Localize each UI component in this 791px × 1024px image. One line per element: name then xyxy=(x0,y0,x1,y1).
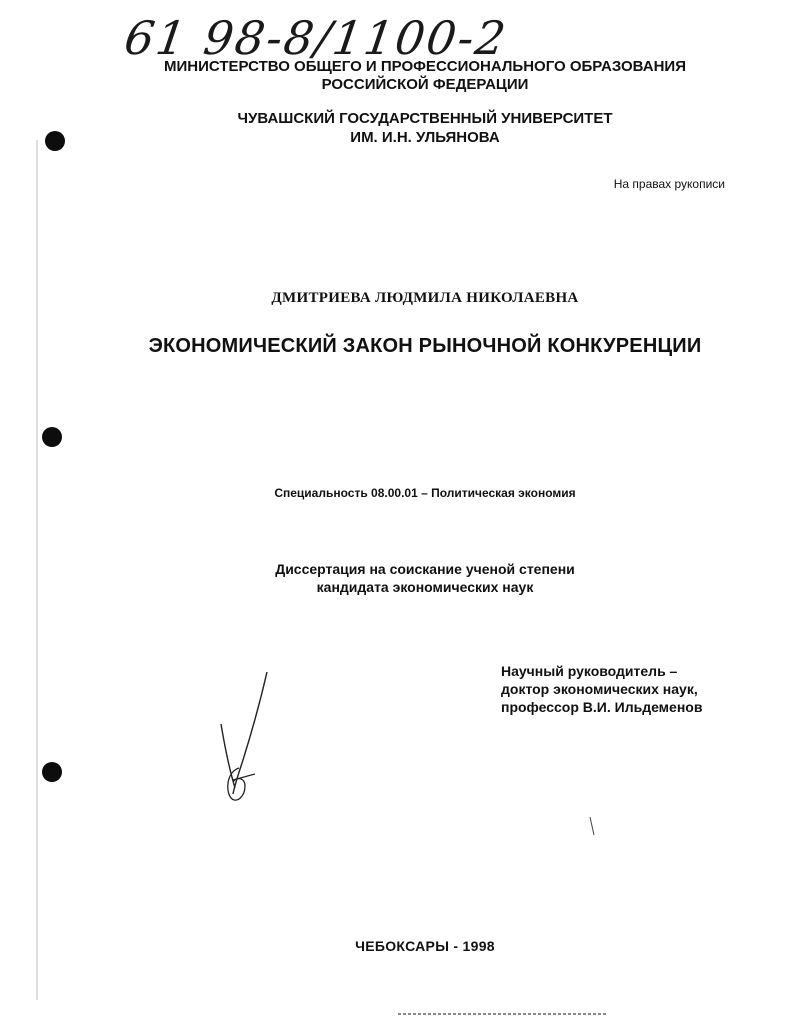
supervisor-line-2: доктор экономических наук, xyxy=(501,681,698,697)
specialty-line: Специальность 08.00.01 – Политическая экономия xyxy=(274,486,576,500)
supervisor-block xyxy=(501,662,761,716)
archive-number: 61 98-8/1100-2 xyxy=(121,11,511,65)
city-year: ЧЕБОКСАРЫ - 1998 xyxy=(355,938,495,954)
university-heading xyxy=(80,109,770,147)
dissertation-title: ЭКОНОМИЧЕСКИЙ ЗАКОН РЫНОЧНОЙ КОНКУРЕНЦИИ xyxy=(148,335,702,357)
author-name: ДМИТРИЕВА ЛЮДМИЛА НИКОЛАЕВНА xyxy=(271,290,579,306)
degree-line-2: кандидата экономических наук xyxy=(316,579,534,595)
ministry-line-1: МИНИСТЕРСТВО ОБЩЕГО И ПРОФЕССИОНАЛЬНОГО ОБРАЗОВАНИЯ xyxy=(163,58,686,75)
degree-line-1: Диссертация на соискание ученой степени xyxy=(275,561,575,577)
supervisor-line-1: Научный руководитель – xyxy=(501,663,678,679)
university-line-2: ИМ. И.Н. УЛЬЯНОВА xyxy=(350,129,500,146)
signature-mark xyxy=(215,668,275,808)
stray-pen-tick xyxy=(588,815,596,837)
university-line-1: ЧУВАШСКИЙ ГОСУДАРСТВЕННЫЙ УНИВЕРСИТЕТ xyxy=(237,110,613,127)
punch-hole-1 xyxy=(45,131,65,151)
degree-statement xyxy=(80,560,770,596)
supervisor-line-3: профессор В.И. Ильдеменов xyxy=(501,699,703,715)
ministry-heading xyxy=(80,58,770,94)
punch-hole-3 xyxy=(42,762,62,782)
bottom-scan-mark xyxy=(398,1010,608,1018)
punch-hole-2 xyxy=(42,427,62,447)
manuscript-note: На правах рукописи xyxy=(613,177,725,191)
ministry-line-2: РОССИЙСКОЙ ФЕДЕРАЦИИ xyxy=(321,76,529,93)
scan-edge-line xyxy=(36,140,38,1000)
